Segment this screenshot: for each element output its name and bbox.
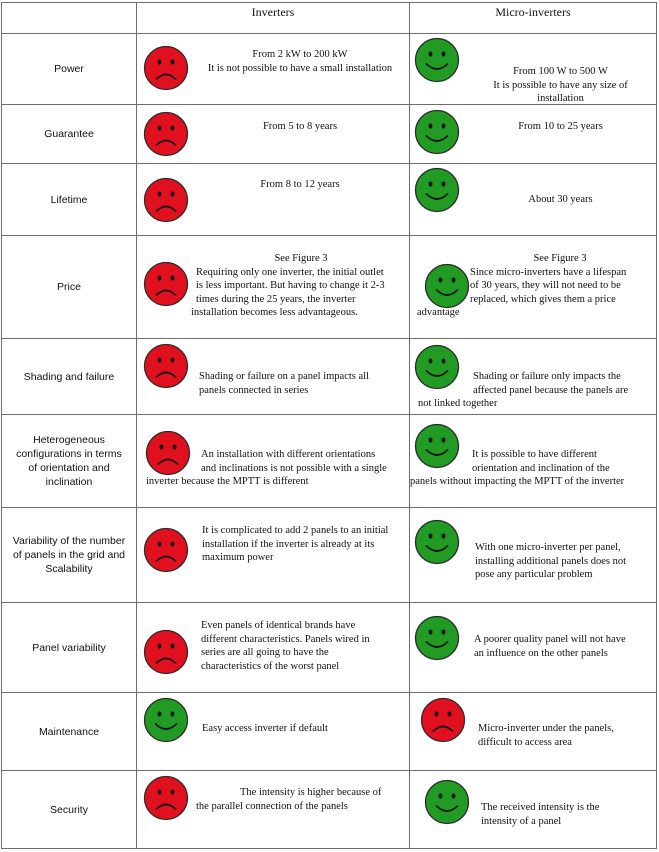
face-circle <box>145 47 188 90</box>
face-circle <box>145 179 188 222</box>
face-circle <box>426 265 469 308</box>
column-divider <box>136 2 137 849</box>
face-graphic <box>414 519 460 565</box>
inverter-cell-text: It is complicated to add 2 panels to an initial installation if the inverter is already at its maximum power <box>202 525 389 563</box>
face-eye <box>158 643 162 648</box>
micro-inverter-cell-text: See Figure 3 Since micro-inverters have a lifespan of 30 years, they will not need to be replaced, which gives them a price advantage <box>417 253 627 318</box>
smiley-face-icon <box>414 167 460 213</box>
smiley-face-icon <box>424 779 470 825</box>
face-graphic <box>143 527 189 573</box>
inverter-cell-text: The intensity is higher because of the parallel connection of the panels <box>196 787 382 812</box>
row-label-lifetime: Lifetime <box>50 193 88 206</box>
face-graphic <box>143 111 189 157</box>
smiley-face-icon <box>424 263 470 309</box>
header-micro-inverters: Micro-inverters <box>495 5 571 19</box>
face-eye <box>171 711 175 716</box>
micro-inverter-cell-text: Micro-inverter under the panels, difficult to access area <box>478 723 614 748</box>
face-eye <box>429 181 433 186</box>
face-eye <box>171 541 175 546</box>
face-eye <box>171 275 175 280</box>
face-eye <box>429 533 433 538</box>
smiley-face-icon <box>414 615 460 661</box>
face-eye <box>429 629 433 634</box>
face-circle <box>416 521 459 564</box>
inverter-cell-text: From 2 kW to 200 kW It is not possible to have a small installation <box>207 49 393 74</box>
row-label-guarantee: Guarantee <box>44 128 94 140</box>
sad-face-icon <box>143 111 189 157</box>
micro-inverter-cell-text: From 10 to 25 years <box>518 121 603 132</box>
micro-inverter-cell-text: It is possible to have different orientation and inclination of the panels without impacting the MPTT of the inverter <box>410 449 625 487</box>
face-graphic <box>143 775 189 821</box>
face-graphic <box>424 779 470 825</box>
face-circle <box>416 617 459 660</box>
face-eye <box>429 358 433 363</box>
face-eye <box>442 51 446 56</box>
header-inverters: Inverters <box>251 5 295 19</box>
inverter-cell-text: From 5 to 8 years <box>262 121 338 132</box>
face-graphic <box>143 261 189 307</box>
row-label-panel-variability: Panel variability <box>32 641 106 654</box>
smiley-face-icon <box>414 109 460 155</box>
face-eye <box>439 277 443 282</box>
face-circle <box>145 345 188 388</box>
micro-inverter-cell-text: About 30 years <box>528 194 593 205</box>
face-eye <box>158 125 162 130</box>
face-eye <box>158 541 162 546</box>
face-eye <box>158 275 162 280</box>
face-eye <box>171 789 175 794</box>
inverter-cell-text: From 8 to 12 years <box>260 179 340 190</box>
inverter-cell-text: Even panels of identical brands have different characteristics. Panels wired in series are all going to have the characteristics of the worst panel <box>201 620 370 672</box>
face-circle <box>422 699 465 742</box>
smiley-face-icon <box>414 519 460 565</box>
face-eye <box>171 357 175 362</box>
inverter-cell-text: Shading or failure on a panel impacts all panels connected in series <box>199 371 369 396</box>
face-graphic <box>414 615 460 661</box>
face-eye <box>171 59 175 64</box>
face-graphic <box>143 45 189 91</box>
face-eye <box>429 123 433 128</box>
table-border <box>1 2 656 3</box>
micro-inverter-cell-text: The received intensity is the intensity of a panel <box>481 802 600 827</box>
row-label-variability-and-scalability: Variability of the number of panels in the grid and Scalability <box>12 535 126 575</box>
row-label-power: Power <box>54 63 84 75</box>
face-graphic <box>414 167 460 213</box>
face-eye <box>158 59 162 64</box>
sad-face-icon <box>143 629 189 675</box>
face-eye <box>442 181 446 186</box>
face-circle <box>145 529 188 572</box>
face-eye <box>171 643 175 648</box>
face-graphic <box>424 263 470 309</box>
inverter-cell-text: An installation with different orientations and inclinations is not possible with a single inverter because the MPTT is different <box>146 449 387 487</box>
sad-face-icon <box>143 343 189 389</box>
face-eye <box>442 437 446 442</box>
sad-face-icon <box>143 45 189 91</box>
face-eye <box>452 793 456 798</box>
face-graphic <box>414 37 460 83</box>
face-eye <box>439 793 443 798</box>
sad-face-icon <box>143 261 189 307</box>
face-graphic <box>143 177 189 223</box>
micro-inverter-cell-text: From 100 W to 500 W It is possible to have any size of installation <box>493 66 628 104</box>
face-eye <box>442 533 446 538</box>
micro-inverter-cell-text: With one micro-inverter per panel, installing additional panels does not pose any particular problem <box>475 542 627 580</box>
row-label-shading-and-failure: Shading and failure <box>23 370 115 383</box>
row-label-heterogeneous-configurations: Heterogeneous configurations in terms of orientation and inclination <box>16 434 122 488</box>
face-eye <box>435 711 439 716</box>
sad-face-icon <box>143 177 189 223</box>
micro-inverter-cell-text: A poorer quality panel will not have an influence on the other panels <box>474 634 626 659</box>
face-circle <box>145 631 188 674</box>
row-label-price: Price <box>57 281 81 293</box>
column-divider <box>409 2 410 849</box>
face-eye <box>158 711 162 716</box>
sad-face-icon <box>143 527 189 573</box>
row-label-maintenance: Maintenance <box>38 725 100 738</box>
row-label-security: Security <box>50 803 88 816</box>
face-eye <box>452 277 456 282</box>
face-eye <box>171 125 175 130</box>
sad-face-icon <box>420 697 466 743</box>
face-eye <box>442 358 446 363</box>
face-eye <box>448 711 452 716</box>
face-eye <box>429 437 433 442</box>
face-circle <box>145 777 188 820</box>
face-graphic <box>143 343 189 389</box>
face-graphic <box>414 109 460 155</box>
face-circle <box>145 263 188 306</box>
face-eye <box>429 51 433 56</box>
inverter-cell-text: See Figure 3 Requiring only one inverter, the initial outlet is less important. But having to change it 2-3 times during the 25 years, the inverter installation becomes less advantageous. <box>191 253 385 318</box>
face-eye <box>158 357 162 362</box>
smiley-face-icon <box>414 37 460 83</box>
face-graphic <box>420 697 466 743</box>
face-eye <box>442 123 446 128</box>
inverter-cell-text: Easy access inverter if default <box>202 723 328 734</box>
sad-face-icon <box>143 775 189 821</box>
face-eye <box>158 789 162 794</box>
face-graphic <box>143 697 189 743</box>
face-circle <box>416 39 459 82</box>
face-circle <box>416 111 459 154</box>
face-graphic <box>143 629 189 675</box>
face-circle <box>416 169 459 212</box>
face-circle <box>426 781 469 824</box>
micro-inverter-cell-text: Shading or failure only impacts the affected panel because the panels are not linked together <box>418 371 629 409</box>
face-eye <box>171 191 175 196</box>
face-circle <box>145 113 188 156</box>
table-border <box>1 848 656 849</box>
face-eye <box>158 191 162 196</box>
face-circle <box>145 699 188 742</box>
face-eye <box>442 629 446 634</box>
smiley-face-icon <box>143 697 189 743</box>
table-border <box>656 2 657 849</box>
